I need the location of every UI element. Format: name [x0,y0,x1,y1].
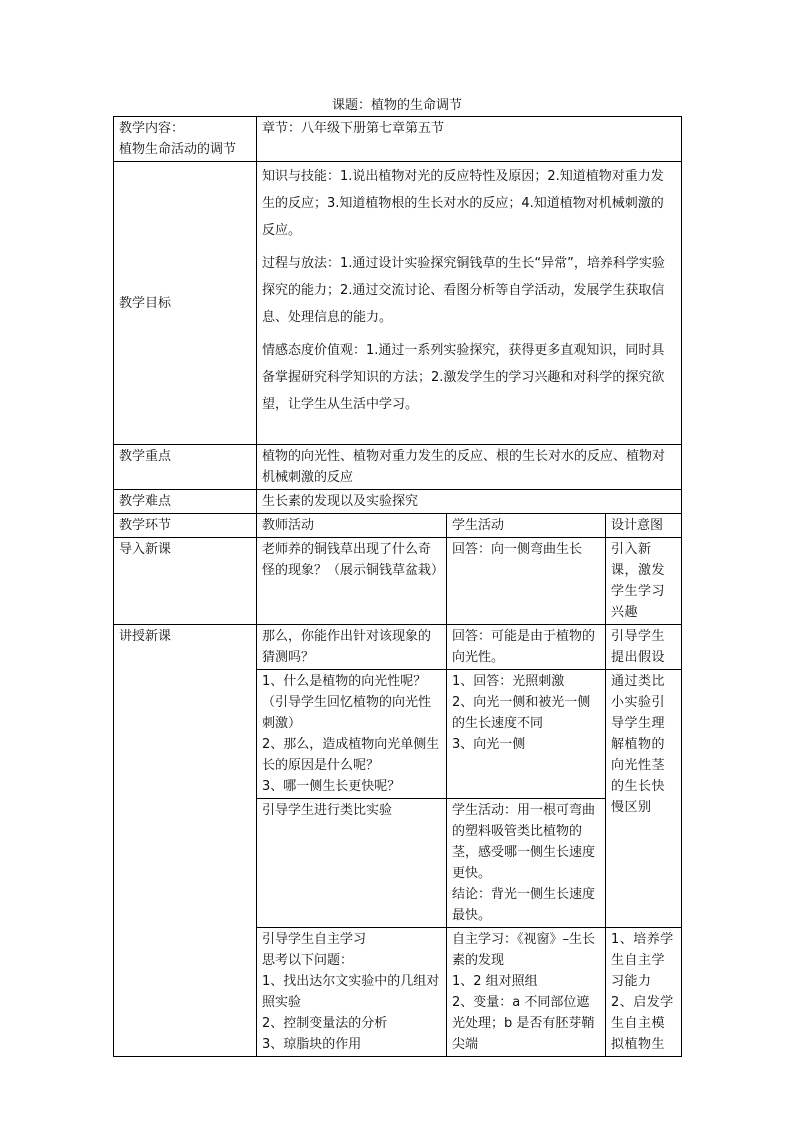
student-line: 3、向光一侧 [452,737,526,752]
student-activity [447,799,606,928]
objectives-label: 教学目标 [114,162,257,445]
page-title: 课题：植物的生命调节 [331,98,462,113]
header-row [114,514,682,538]
content-value: 植物生命活动的调节 [119,142,237,157]
table-row [114,625,682,670]
objectives-row [114,162,682,445]
student-line: 1、2 组对照组 [452,974,538,989]
chapter-cell: 章节：八年级下册第七章第五节 [257,117,682,162]
difficulty-row [114,490,682,514]
teacher-activity: 引导学生进行类比实验 [257,799,447,928]
key-points-label: 教学重点 [114,445,257,490]
content-row [114,117,682,162]
objective-process: 过程与放法：1.通过设计实验探究铜钱草的生长“异常”，培养科学实验探究的能力；2.通过交流讨论、看图分析等自学活动，发展学生获取信息、处理信息的能力。 [262,256,665,325]
student-activity [447,670,606,799]
design-intent [606,928,682,1057]
stage-teaching: 讲授新课 [114,625,257,1057]
student-line: 2、向光一侧和被光一侧的生长速度不同 [452,695,591,731]
student-activity [447,928,606,1057]
lesson-plan-table [113,116,682,1057]
student-activity: 回答：可能是由于植物的向光性。 [447,625,606,670]
teacher-line: 思考以下问题： [262,953,354,968]
student-line: 1、回答：光照刺激 [452,674,565,689]
student-line: 自主学习：《视窗》–生长素的发现 [452,932,596,968]
stage-intro: 导入新课 [114,538,257,625]
design-intent: 引导学生提出假设 [606,625,682,670]
student-line: 学生活动：用一根可弯曲的塑料吸管类比植物的茎，感受哪一侧生长速度更快。 [452,803,596,881]
design-intent: 通过类比小实验引导学生理解植物的向光性茎的生长快慢区别 [606,670,682,928]
teacher-line: 1、什么是植物的向光性呢？ [262,674,427,689]
design-line: 1、培养学生自主学习能力 [611,932,674,989]
objective-attitude: 情感态度价值观：1.通过一系列实验探究，获得更多直观知识，同时具备掌握研究科学知识的方法；2.激发学生的学习兴趣和对科学的探究欲望，让学生从生活中学习。 [262,343,665,412]
teacher-line: 3、琼脂块的作用 [262,1037,362,1052]
teacher-activity [257,928,447,1057]
teacher-line: 1、找出达尔文实验中的几组对照实验 [262,974,440,1010]
difficulty-label: 教学难点 [114,490,257,514]
difficulty-value: 生长素的发现以及实验探究 [257,490,682,514]
teacher-line: （引导学生回忆植物的向光性刺激） [262,695,432,731]
header-stage: 教学环节 [114,514,257,538]
objective-knowledge: 知识与技能：1.说出植物对光的反应特性及原因；2.知道植物对重力发生的反应；3.知道植物根的生长对水的反应；4.知道植物对机械刺激的反应。 [262,169,664,238]
teacher-line: 引导学生自主学习 [262,932,367,947]
teacher-activity [257,670,447,799]
design-line: 2、启发学生自主模拟植物生 [611,995,674,1052]
teacher-line: 2、控制变量法的分析 [262,1016,388,1031]
design-intent: 引入新课，激发学生学习兴趣 [606,538,682,625]
key-points-row [114,445,682,490]
student-activity: 回答：向一侧弯曲生长 [447,538,606,625]
student-line: 2、变量：a 不同部位遮光处理；b 是否有胚芽鞘尖端 [452,995,595,1052]
header-design: 设计意图 [606,514,682,538]
header-student: 学生活动 [447,514,606,538]
content-label-cell [114,117,257,162]
teacher-line: 2、那么，造成植物向光单侧生长的原因是什么呢？ [262,737,440,773]
teacher-activity: 老师养的铜钱草出现了什么奇怪的现象？（展示铜钱草盆栽） [257,538,447,625]
objectives-cell [257,162,682,445]
content-label: 教学内容： [119,121,185,136]
student-line: 结论：背光一侧生长速度最快。 [452,887,596,923]
header-teacher: 教师活动 [257,514,447,538]
key-points-value: 植物的向光性、植物对重力发生的反应、根的生长对水的反应、植物对机械刺激的反应 [257,445,682,490]
table-row [114,538,682,625]
teacher-activity: 那么，你能作出针对该现象的猜测吗？ [257,625,447,670]
teacher-line: 3、哪一侧生长更快呢？ [262,779,401,794]
